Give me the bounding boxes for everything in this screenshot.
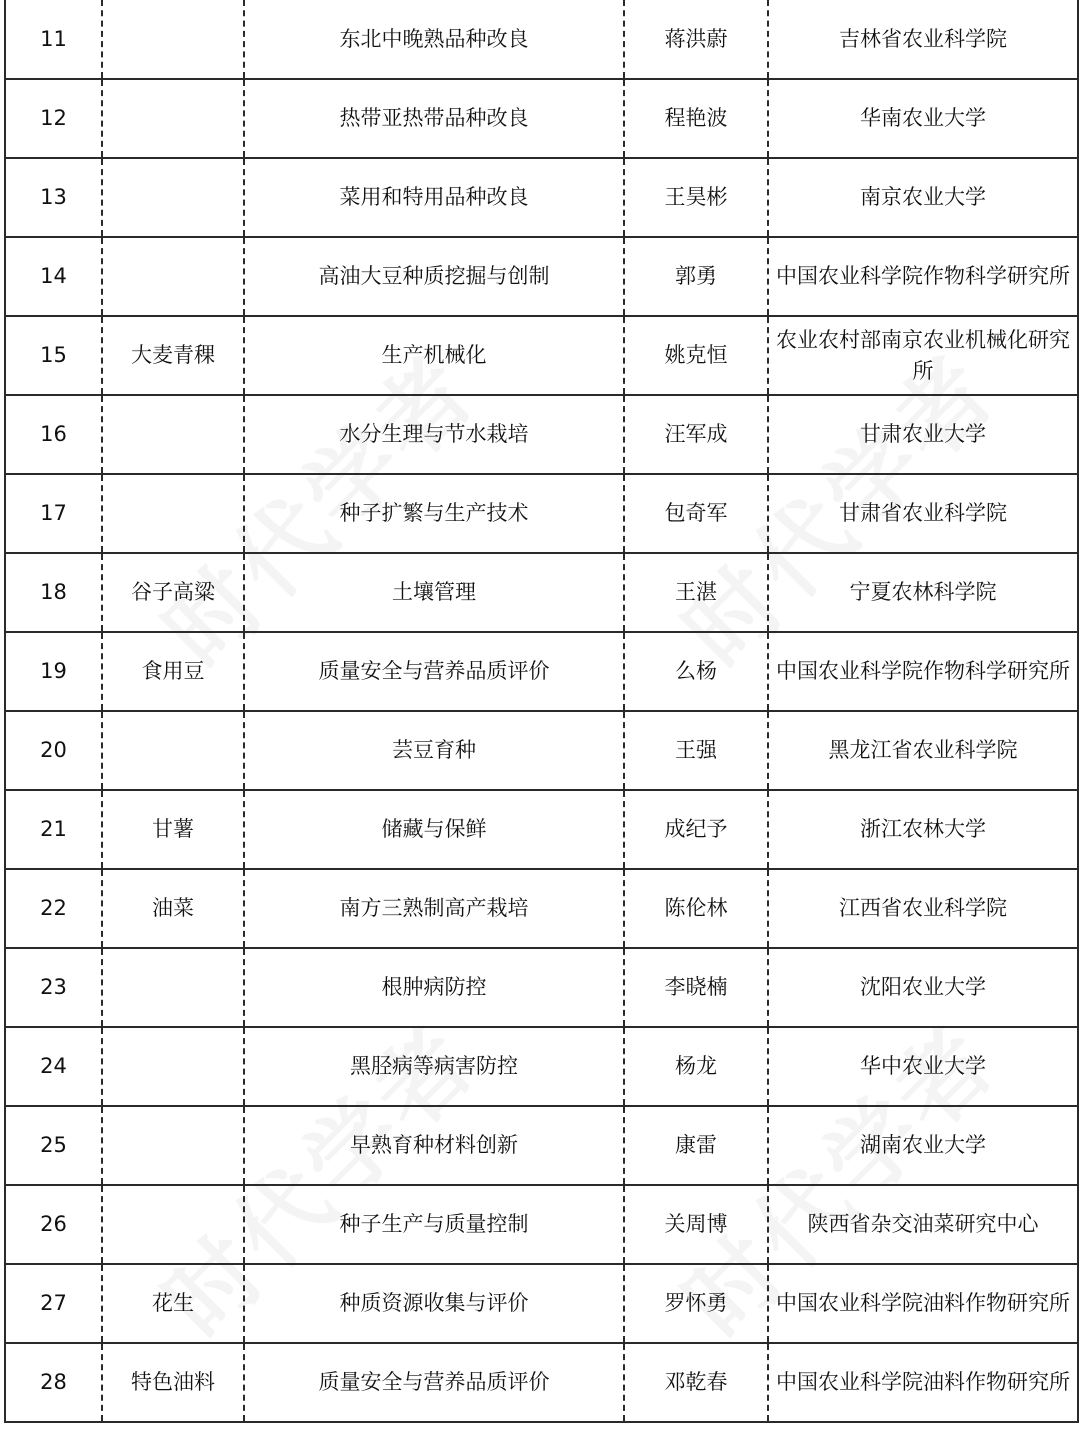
crop-category-cell: 大麦青稞: [102, 316, 244, 395]
organization-cell: 吉林省农业科学院: [768, 0, 1078, 79]
row-number-cell: 16: [5, 395, 102, 474]
crop-category-cell: 花生: [102, 1264, 244, 1343]
row-number-cell: 13: [5, 158, 102, 237]
research-direction-cell: 土壤管理: [244, 553, 624, 632]
organization-cell: 陕西省杂交油菜研究中心: [768, 1185, 1078, 1264]
organization-cell: 甘肃省农业科学院: [768, 474, 1078, 553]
table-row: [5, 553, 1078, 632]
crop-category-cell: 甘薯: [102, 790, 244, 869]
row-number-cell: 25: [5, 1106, 102, 1185]
crop-category-cell: [102, 474, 244, 553]
organization-cell: 华南农业大学: [768, 79, 1078, 158]
person-name-cell: 郭勇: [624, 237, 768, 316]
person-name-cell: 王昊彬: [624, 158, 768, 237]
research-direction-cell: 储藏与保鲜: [244, 790, 624, 869]
research-direction-cell: 南方三熟制高产栽培: [244, 869, 624, 948]
crop-category-cell: 油菜: [102, 869, 244, 948]
table-row: [5, 790, 1078, 869]
organization-cell: 宁夏农林科学院: [768, 553, 1078, 632]
person-name-cell: 汪军成: [624, 395, 768, 474]
research-direction-cell: 质量安全与营养品质评价: [244, 632, 624, 711]
person-name-cell: 王湛: [624, 553, 768, 632]
person-name-cell: 蒋洪蔚: [624, 0, 768, 79]
crop-category-cell: 食用豆: [102, 632, 244, 711]
organization-cell: 江西省农业科学院: [768, 869, 1078, 948]
person-name-cell: 王强: [624, 711, 768, 790]
organization-cell: 浙江农林大学: [768, 790, 1078, 869]
row-number-cell: 27: [5, 1264, 102, 1343]
person-name-cell: 成纪予: [624, 790, 768, 869]
row-number-cell: 12: [5, 79, 102, 158]
crop-category-cell: [102, 395, 244, 474]
person-name-cell: 程艳波: [624, 79, 768, 158]
organization-cell: 沈阳农业大学: [768, 948, 1078, 1027]
person-name-cell: 姚克恒: [624, 316, 768, 395]
row-number-cell: 17: [5, 474, 102, 553]
crop-category-cell: 谷子高粱: [102, 553, 244, 632]
research-direction-cell: 种子扩繁与生产技术: [244, 474, 624, 553]
organization-cell: 华中农业大学: [768, 1027, 1078, 1106]
table-row: [5, 1027, 1078, 1106]
row-number-cell: 21: [5, 790, 102, 869]
crop-category-cell: [102, 948, 244, 1027]
person-name-cell: 杨龙: [624, 1027, 768, 1106]
organization-cell: 中国农业科学院作物科学研究所: [768, 632, 1078, 711]
research-direction-cell: 菜用和特用品种改良: [244, 158, 624, 237]
person-name-cell: 包奇军: [624, 474, 768, 553]
crop-category-cell: [102, 79, 244, 158]
row-number-cell: 20: [5, 711, 102, 790]
crop-category-cell: [102, 0, 244, 79]
row-number-cell: 24: [5, 1027, 102, 1106]
crop-category-cell: [102, 711, 244, 790]
table-row: [5, 711, 1078, 790]
person-name-cell: 陈伦林: [624, 869, 768, 948]
crop-category-cell: [102, 1106, 244, 1185]
research-direction-cell: 根肿病防控: [244, 948, 624, 1027]
organization-cell: 农业农村部南京农业机械化研究所: [768, 316, 1078, 395]
crop-category-cell: 特色油料: [102, 1343, 244, 1422]
research-direction-cell: 热带亚热带品种改良: [244, 79, 624, 158]
research-direction-cell: 高油大豆种质挖掘与创制: [244, 237, 624, 316]
person-name-cell: 康雷: [624, 1106, 768, 1185]
table-row: [5, 1264, 1078, 1343]
table-row: [5, 316, 1078, 395]
expert-table: [4, 0, 1079, 1423]
row-number-cell: 11: [5, 0, 102, 79]
organization-cell: 南京农业大学: [768, 158, 1078, 237]
crop-category-cell: [102, 1027, 244, 1106]
row-number-cell: 15: [5, 316, 102, 395]
table-row: [5, 948, 1078, 1027]
crop-category-cell: [102, 158, 244, 237]
research-direction-cell: 芸豆育种: [244, 711, 624, 790]
person-name-cell: 邓乾春: [624, 1343, 768, 1422]
person-name-cell: 么杨: [624, 632, 768, 711]
organization-cell: 中国农业科学院油料作物研究所: [768, 1264, 1078, 1343]
table-row: [5, 1106, 1078, 1185]
table-row: [5, 237, 1078, 316]
row-number-cell: 19: [5, 632, 102, 711]
research-direction-cell: 生产机械化: [244, 316, 624, 395]
table-row: [5, 0, 1078, 79]
row-number-cell: 18: [5, 553, 102, 632]
person-name-cell: 关周博: [624, 1185, 768, 1264]
research-direction-cell: 种子生产与质量控制: [244, 1185, 624, 1264]
person-name-cell: 李晓楠: [624, 948, 768, 1027]
row-number-cell: 28: [5, 1343, 102, 1422]
research-direction-cell: 早熟育种材料创新: [244, 1106, 624, 1185]
crop-category-cell: [102, 1185, 244, 1264]
crop-category-cell: [102, 237, 244, 316]
research-direction-cell: 质量安全与营养品质评价: [244, 1343, 624, 1422]
row-number-cell: 14: [5, 237, 102, 316]
table-row: [5, 1185, 1078, 1264]
organization-cell: 中国农业科学院作物科学研究所: [768, 237, 1078, 316]
research-direction-cell: 黑胫病等病害防控: [244, 1027, 624, 1106]
organization-cell: 中国农业科学院油料作物研究所: [768, 1343, 1078, 1422]
research-direction-cell: 水分生理与节水栽培: [244, 395, 624, 474]
table-row: [5, 395, 1078, 474]
table-row: [5, 632, 1078, 711]
organization-cell: 甘肃农业大学: [768, 395, 1078, 474]
row-number-cell: 26: [5, 1185, 102, 1264]
organization-cell: 黑龙江省农业科学院: [768, 711, 1078, 790]
row-number-cell: 22: [5, 869, 102, 948]
table-row: [5, 869, 1078, 948]
table-row: [5, 79, 1078, 158]
table-row: [5, 474, 1078, 553]
table-body: [5, 0, 1078, 1422]
table-row: [5, 158, 1078, 237]
table-row: [5, 1343, 1078, 1422]
research-direction-cell: 种质资源收集与评价: [244, 1264, 624, 1343]
research-direction-cell: 东北中晚熟品种改良: [244, 0, 624, 79]
person-name-cell: 罗怀勇: [624, 1264, 768, 1343]
organization-cell: 湖南农业大学: [768, 1106, 1078, 1185]
row-number-cell: 23: [5, 948, 102, 1027]
